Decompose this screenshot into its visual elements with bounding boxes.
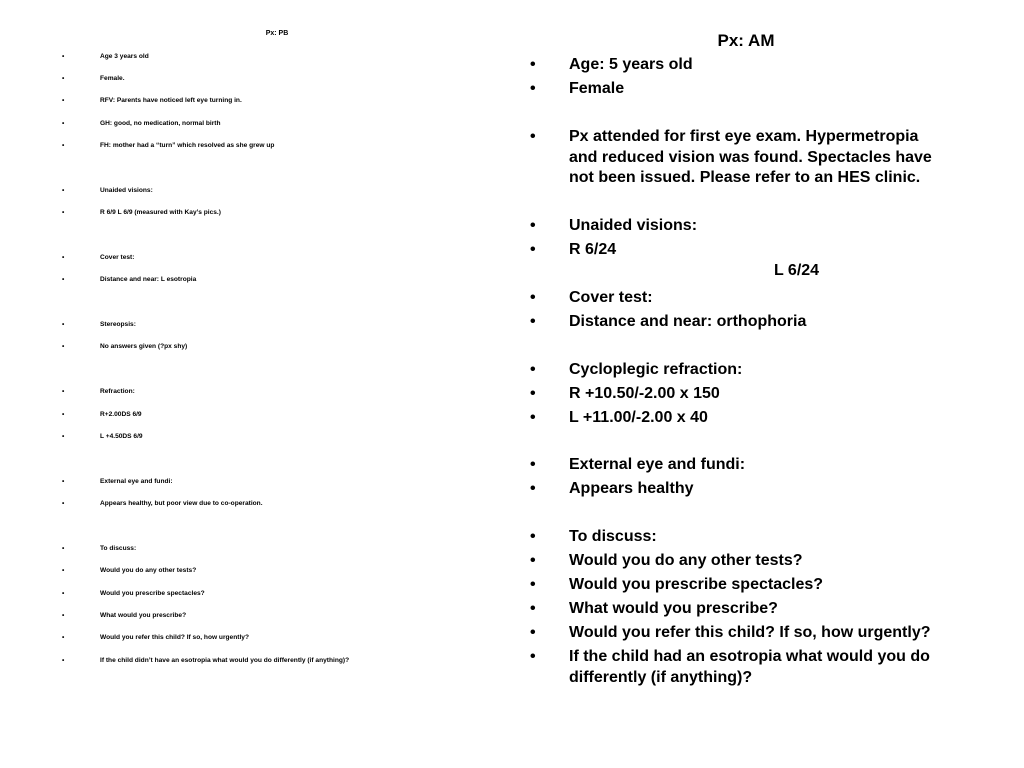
list-item-text: Age: 5 years old xyxy=(569,56,693,73)
right-slide-title: Px: AM xyxy=(717,31,775,50)
bullet-icon: • xyxy=(530,80,536,97)
list-item xyxy=(530,79,950,100)
list-item xyxy=(530,127,950,189)
list-item xyxy=(530,551,950,572)
list-item-text: R 6/9 L 6/9 (measured with Kay’s pics.) xyxy=(100,209,221,216)
list-item-text: Px attended for first eye exam. Hypermetropia and reduced vision was found. Spectacles have not been issued. Please refer to an HES clinic. xyxy=(569,128,932,186)
bullet-icon: • xyxy=(62,388,65,395)
list-item-text: Would you refer this child? If so, how urgently? xyxy=(569,624,931,641)
bullet-icon: • xyxy=(62,657,65,664)
bullet-icon: • xyxy=(530,409,536,426)
bullet-icon: • xyxy=(62,612,65,619)
list-item xyxy=(530,623,950,644)
list-item xyxy=(530,479,950,500)
list-item-text: Would you prescribe spectacles? xyxy=(569,576,824,593)
list-item-text: Cover test: xyxy=(100,254,135,261)
list-item xyxy=(530,288,950,309)
list-item-text: External eye and fundi: xyxy=(100,478,173,485)
list-item-text: Appears healthy, but poor view due to co-operation. xyxy=(100,500,263,507)
bullet-icon: • xyxy=(62,75,65,82)
bullet-icon: • xyxy=(62,53,65,60)
list-item xyxy=(530,216,950,237)
bullet-icon: • xyxy=(62,254,65,261)
bullet-icon: • xyxy=(530,600,536,617)
bullet-icon: • xyxy=(62,276,65,283)
bullet-icon: • xyxy=(530,385,536,402)
bullet-icon: • xyxy=(530,480,536,497)
list-item-text: Would you do any other tests? xyxy=(569,552,803,569)
list-item-text: To discuss: xyxy=(569,528,657,545)
bullet-icon: • xyxy=(62,545,65,552)
list-item-text: If the child had an esotropia what would you do differently (if anything)? xyxy=(569,648,930,686)
list-item-text: Female. xyxy=(100,75,125,82)
list-item xyxy=(530,455,950,476)
list-item-text: Would you prescribe spectacles? xyxy=(100,590,205,597)
bullet-icon: • xyxy=(62,634,65,641)
bullet-icon: • xyxy=(530,128,536,145)
list-item-text: L +4.50DS 6/9 xyxy=(100,433,143,440)
left-eye-vision: L 6/24 xyxy=(774,261,820,279)
list-item-text: R +10.50/-2.00 x 150 xyxy=(569,385,720,402)
bullet-icon: • xyxy=(530,361,536,378)
list-item-text: To discuss: xyxy=(100,545,137,552)
bullet-icon: • xyxy=(530,624,536,641)
list-item xyxy=(530,599,950,620)
list-item xyxy=(530,384,950,405)
list-item-text: What would you prescribe? xyxy=(569,600,778,617)
bullet-icon: • xyxy=(62,120,65,127)
bullet-icon: • xyxy=(530,456,536,473)
list-item-text: R 6/24 xyxy=(569,241,617,258)
list-item-text: Age 3 years old xyxy=(100,53,149,60)
list-item-text: Cycloplegic refraction: xyxy=(569,361,743,378)
list-item-text: Stereopsis: xyxy=(100,321,136,328)
list-item-text: Distance and near: orthophoria xyxy=(569,313,807,330)
left-slide-title: Px: PB xyxy=(265,30,289,37)
bullet-icon: • xyxy=(530,576,536,593)
bullet-icon: • xyxy=(530,313,536,330)
list-item-text: If the child didn’t have an esotropia what would you do differently (if anything)? xyxy=(100,657,350,664)
list-item-text: FH: mother had a “turn” which resolved as she grew up xyxy=(100,142,275,149)
bullet-icon: • xyxy=(62,187,65,194)
bullet-icon: • xyxy=(62,478,65,485)
list-item xyxy=(530,647,950,688)
bullet-icon: • xyxy=(530,289,536,306)
list-item-text: What would you prescribe? xyxy=(100,612,187,619)
bullet-icon: • xyxy=(62,321,65,328)
list-item-text: R+2.00DS 6/9 xyxy=(100,411,142,418)
list-item-text: RFV: Parents have noticed left eye turning in. xyxy=(100,97,242,104)
list-item xyxy=(530,408,950,429)
bullet-icon: • xyxy=(530,217,536,234)
bullet-icon: • xyxy=(530,241,536,258)
bullet-icon: • xyxy=(62,411,65,418)
bullet-icon: • xyxy=(530,648,536,665)
bullet-icon: • xyxy=(62,142,65,149)
list-item-text: Unaided visions: xyxy=(569,217,698,234)
bullet-icon: • xyxy=(530,56,536,73)
list-item-text: GH: good, no medication, normal birth xyxy=(100,120,221,127)
list-item-text: Would you refer this child? If so, how urgently? xyxy=(100,634,249,641)
list-item-text: L +11.00/-2.00 x 40 xyxy=(569,409,708,426)
bullet-icon: • xyxy=(62,209,65,216)
list-item xyxy=(530,312,950,333)
list-item xyxy=(530,360,950,381)
list-item xyxy=(530,575,950,596)
bullet-icon: • xyxy=(530,552,536,569)
bullet-icon: • xyxy=(62,97,65,104)
bullet-icon: • xyxy=(62,567,65,574)
bullet-icon: • xyxy=(530,528,536,545)
list-item-text: Distance and near: L esotropia xyxy=(100,276,197,283)
list-item xyxy=(530,240,950,279)
bullet-icon: • xyxy=(62,500,65,507)
list-item xyxy=(530,527,950,548)
bullet-icon: • xyxy=(62,590,65,597)
list-item xyxy=(530,55,950,76)
list-item-text: Would you do any other tests? xyxy=(100,567,197,574)
list-item-text: Appears healthy xyxy=(569,480,694,497)
list-item-text: External eye and fundi: xyxy=(569,456,746,473)
list-item-text: Unaided visions: xyxy=(100,187,153,194)
bullet-icon: • xyxy=(62,433,65,440)
list-item-text: Cover test: xyxy=(569,289,653,306)
list-item-text: No answers given (?px shy) xyxy=(100,343,188,350)
list-item-text: Female xyxy=(569,80,625,97)
list-item-text: Refraction: xyxy=(100,388,135,395)
bullet-icon: • xyxy=(62,343,65,350)
